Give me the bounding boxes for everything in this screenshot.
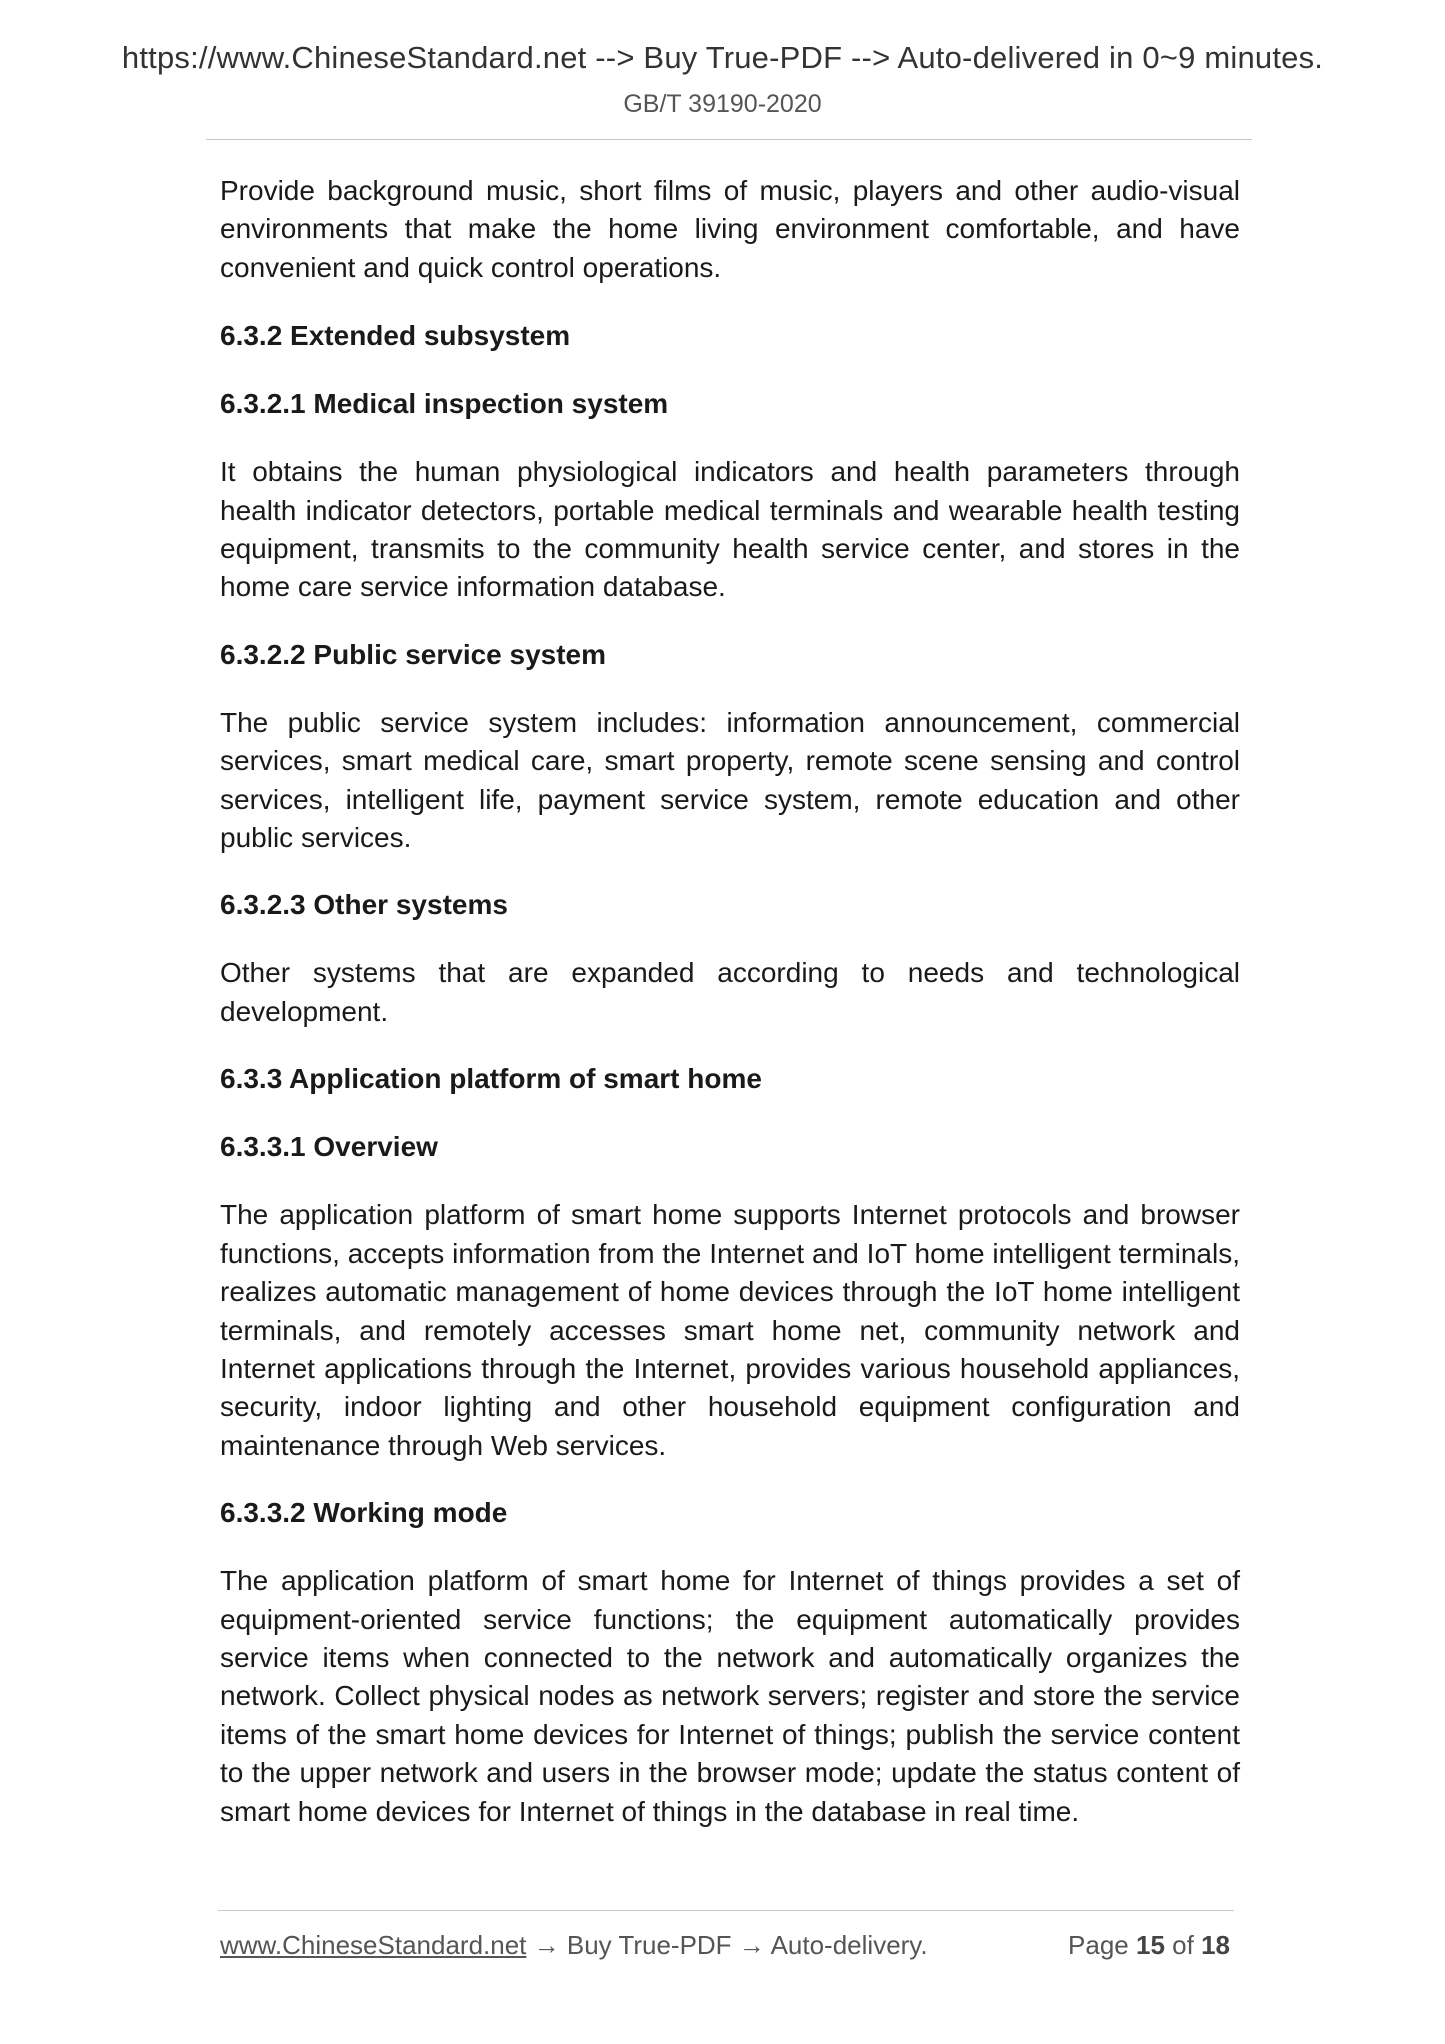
section-heading-6-3-3-1: 6.3.3.1 Overview [220,1131,438,1163]
paragraph-6-3-2-3: Other systems that are expanded according to needs and technological development. [220,957,1240,1027]
section-heading-6-3-2: 6.3.2 Extended subsystem [220,320,571,352]
paragraph-6-3-2-2: The public service system includes: information announcement, commercial services, smart medical care, smart property, remote scene sensing and control services, intelligent life, payment service system, remote education and other public services. [220,706,1240,854]
section-heading-6-3-2-1: 6.3.2.1 Medical inspection system [220,388,669,420]
paragraph-6-3-2-1: It obtains the human physiological indicators and health parameters through health indicator detectors, portable medical terminals and wearable health testing equipment, transmits to the community health service center, and stores in the home care service information database. [220,456,1240,603]
section-heading-6-3-3-2: 6.3.3.2 Working mode [220,1497,508,1529]
paragraph-6-3-3-2: The application platform of smart home for Internet of things provides a set of equipment-oriented service functions; the equipment automatically provides service items when connected to the network and automatically organizes the network. Collect physical nodes as network servers; register and store the service items of the smart home devices for Internet of things; publish the service content to the upper network and users in the browser mode; update the status content of smart home devices for Internet of things in the database in real time. [220,1565,1240,1827]
section-heading-6-3-3: 6.3.3 Application platform of smart home [220,1063,762,1095]
footer-source [220,1930,928,1961]
section-heading-6-3-2-2: 6.3.2.2 Public service system [220,638,607,670]
page-current: 15 [1136,1930,1165,1960]
of-label: of [1172,1930,1194,1960]
paragraph-6-3-3-1: The application platform of smart home supports Internet protocols and browser functions, accepts information from the Internet and IoT home intelligent terminals, realizes automatic management of home devices through the IoT home intelligent terminals, and remotely accesses smart home net, community network and Internet applications through the Internet, provides various household appliances, security, indoor lighting and other household equipment configuration and maintenance through Web services. [220,1199,1240,1461]
standard-code: GB/T 39190-2020 [623,90,822,118]
intro-paragraph: Provide background music, short films of music, players and other audio-visual environments that make the home living environment comfortable, and have convenient and quick control operations. [220,175,1240,283]
page-label: Page [1068,1930,1129,1960]
page-content [220,172,1240,1831]
footer-delivery-text: → Buy True-PDF → Auto-delivery. [526,1930,928,1960]
source-banner: https://www.ChineseStandard.net --> Buy True-PDF --> Auto-delivered in 0~9 minutes. [121,40,1324,75]
footer-divider [218,1910,1234,1911]
section-heading-6-3-2-3: 6.3.2.3 Other systems [220,889,508,921]
page-footer [220,1930,1230,1970]
page-indicator [1068,1930,1230,1961]
footer-site-link[interactable]: www.ChineseStandard.net [220,1930,527,1960]
header-divider [206,139,1252,140]
page-total: 18 [1201,1930,1230,1960]
